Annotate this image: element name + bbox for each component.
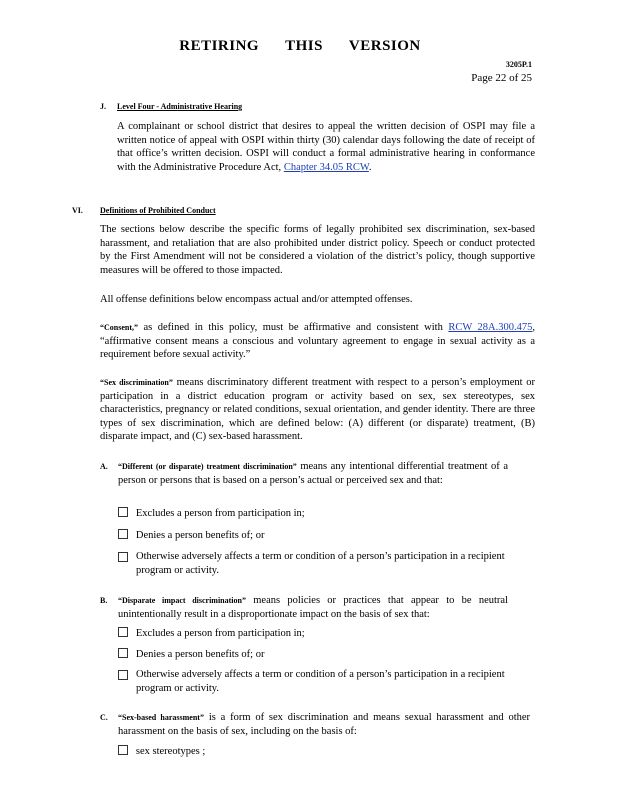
consent-term: “Consent,”: [100, 323, 139, 332]
item-a-definition: [118, 460, 508, 487]
list-item-text: sex stereotypes ;: [135, 746, 206, 757]
list-item: [118, 507, 518, 521]
item-b-marker: B.: [100, 596, 108, 605]
sex-discrimination-definition: [100, 376, 535, 444]
consent-post: , “affirmative consent means a conscious and voluntary agreement to engage in sexual activity as a requirement before sexual activity.”: [100, 322, 536, 360]
consent-definition: [100, 321, 535, 362]
list-item-text: Otherwise adversely affects a term or condition of a person’s participation in a recipient program or activity.: [136, 669, 505, 694]
item-b-text: means policies or practices that appear to be neutral unintentionally result in a disproportionate impact on the basis of sex that:: [118, 595, 508, 620]
section-j-marker: J.: [100, 102, 106, 111]
bullet-icon: [118, 648, 128, 658]
list-item-text: Otherwise adversely affects a term or condition of a person’s participation in a recipient program or activity.: [136, 551, 505, 576]
item-a-term: “Different (or disparate) treatment discrimination”: [118, 462, 297, 471]
sex-discrimination-text: means discriminatory different treatment with respect to a person’s employment or participation in a district education program or activity based on sex, sex stereotypes, sex characteristics, pregnancy or related conditions, sexual orientation, and gender identity. There are three types of sex discrimination, which are defined below: (A) different (or disparate) treatment, (B) disparate impact, and (C) sex-based harassment.: [100, 377, 536, 442]
section-vi-heading: Definitions of Prohibited Conduct: [100, 206, 216, 215]
bullet-icon: [118, 670, 128, 680]
bullet-icon: [118, 507, 128, 517]
list-item-text: Excludes a person from participation in;: [135, 508, 305, 519]
section-vi-intro: The sections below describe the specific forms of legally prohibited sex discrimination, sex-based harassment, and retaliation that are also prohibited under district policy. Speech or conduct protected by the First Amendment will not be considered a violation of the district’s policy, though supportive measures will be offered to those impacted.: [100, 224, 535, 276]
sex-discrimination-term: “Sex discrimination”: [100, 378, 173, 387]
item-c-text: is a form of sex discrimination and means sexual harassment and other harassment on the basis of sex, including on the basis of:: [118, 712, 531, 737]
chapter-link[interactable]: Chapter 34.05 RCW: [283, 161, 369, 173]
item-c-marker: C.: [100, 713, 108, 722]
offense-note: All offense definitions below encompass actual and/or attempted offenses.: [100, 294, 413, 305]
bullet-icon: [118, 529, 128, 539]
section-j-paragraph: [117, 120, 535, 174]
item-c-term: “Sex-based harassment”: [118, 713, 204, 722]
item-c-definition: [118, 711, 530, 738]
page-title: RETIRING THIS VERSION: [179, 38, 421, 54]
item-b-definition: [118, 594, 508, 621]
list-item: [118, 745, 518, 759]
page-number: Page 22 of 25: [471, 72, 532, 84]
rcw-link[interactable]: RCW 28A.300.475: [448, 322, 533, 333]
list-item: [118, 627, 518, 641]
section-j-tail: .: [368, 161, 372, 173]
bullet-icon: [118, 745, 128, 755]
bullet-icon: [118, 552, 128, 562]
section-j-heading: Level Four - Administrative Hearing: [117, 102, 243, 111]
policy-code: 3205P.1: [505, 60, 532, 69]
item-b-term: “Disparate impact discrimination”: [118, 596, 246, 605]
bullet-icon: [118, 627, 128, 637]
list-item-text: Excludes a person from participation in;: [135, 628, 305, 639]
section-vi-marker: VI.: [72, 206, 83, 215]
list-item: [118, 668, 518, 695]
list-item: [118, 648, 518, 662]
list-item: [118, 550, 518, 577]
list-item-text: Denies a person benefits of; or: [135, 530, 265, 541]
list-item: [118, 529, 518, 543]
item-a-marker: A.: [100, 462, 108, 471]
consent-pre: as defined in this policy, must be affirmative and consistent with: [143, 322, 443, 333]
list-item-text: Denies a person benefits of; or: [135, 649, 265, 660]
item-a-text: means any intentional differential treatment of a person or persons that is based on a person’s actual or perceived sex and that:: [118, 461, 508, 486]
section-j-text: A complainant or school district that desires to appeal the written decision of OSPI may file a written notice of appeal with OSPI within thirty (30) calendar days following the date of receipt of that office’s written decision. OSPI will conduct a formal administrative hearing in conformance with the Administrative Procedure Act,: [117, 121, 535, 173]
